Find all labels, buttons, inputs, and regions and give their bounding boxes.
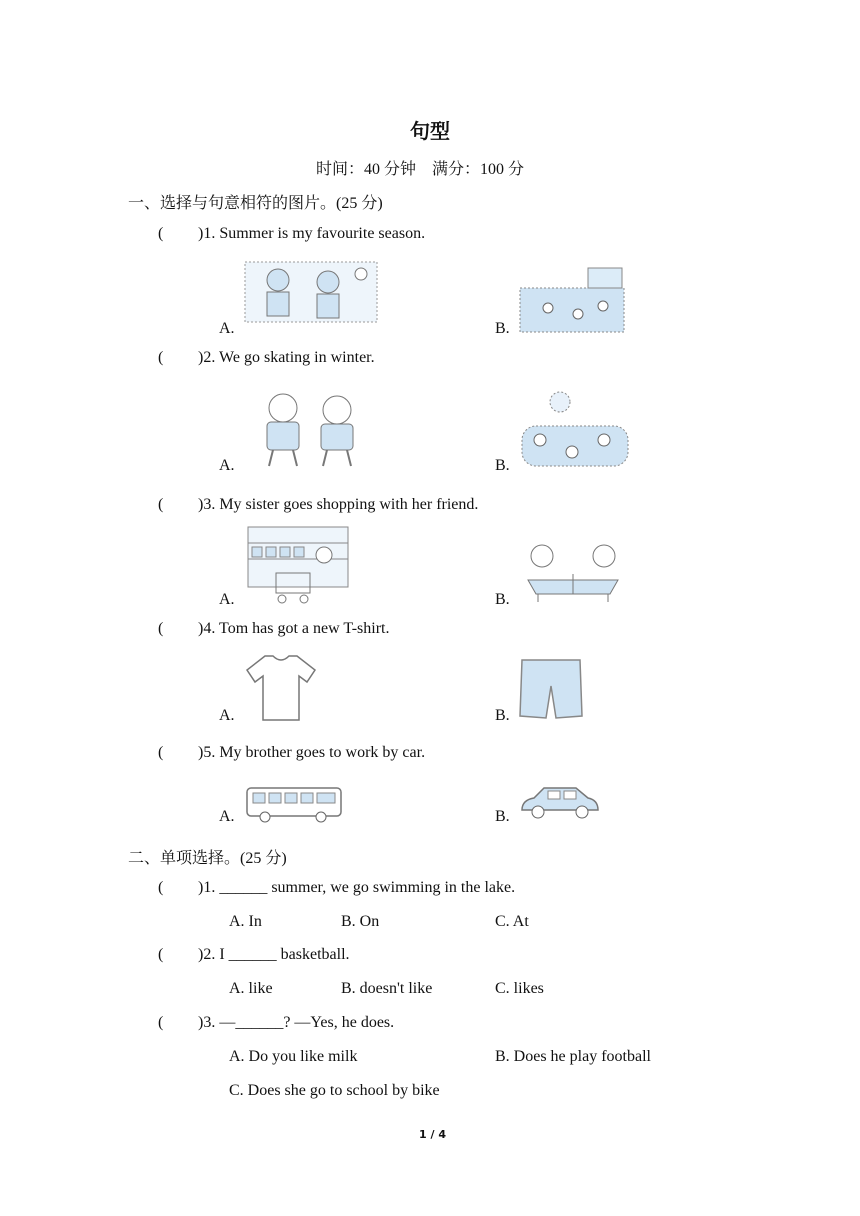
question-2-2 (158, 946, 350, 964)
answer-blank[interactable]: ( (158, 946, 164, 963)
option-b[interactable]: B. doesn't like (341, 980, 433, 997)
supermarket-picture (246, 525, 350, 605)
option-a[interactable]: A. In (229, 913, 262, 930)
answer-blank[interactable]: ( (158, 879, 164, 896)
bus-picture (245, 784, 343, 824)
answer-blank[interactable]: ( (158, 1014, 164, 1031)
question-1-1 (158, 225, 425, 243)
option-a[interactable]: A. Do you like milk (229, 1048, 358, 1065)
option-b-label: B. (495, 808, 510, 825)
question-text: )1. Summer is my favourite season. (198, 225, 426, 242)
car-picture (518, 782, 602, 822)
question-1-3 (158, 496, 478, 514)
option-a-label: A. (219, 707, 235, 724)
section-2-heading: 二、单项选择。(25 分) (128, 850, 287, 867)
answer-blank[interactable]: ( (158, 225, 164, 242)
option-c[interactable]: C. likes (495, 980, 544, 997)
question-1-5 (158, 744, 425, 762)
question-text: )5. My brother goes to work by car. (198, 744, 426, 761)
answer-blank[interactable]: ( (158, 744, 164, 761)
question-text: )3. My sister goes shopping with her friend. (198, 496, 479, 513)
option-a-label: A. (219, 591, 235, 608)
question-text: )4. Tom has got a new T-shirt. (198, 620, 390, 637)
option-a-label: A. (219, 457, 235, 474)
answer-blank[interactable]: ( (158, 349, 164, 366)
shorts-picture (516, 656, 586, 724)
question-1-4 (158, 620, 389, 638)
option-b[interactable]: B. On (341, 913, 380, 930)
question-text: )1. ______ summer, we go swimming in the lake. (198, 879, 516, 896)
question-2-1 (158, 879, 515, 897)
question-1-2 (158, 349, 375, 367)
question-text: )3. —______? —Yes, he does. (198, 1014, 395, 1031)
question-text: )2. I ______ basketball. (198, 946, 350, 963)
option-b-label: B. (495, 457, 510, 474)
option-b-label: B. (495, 320, 510, 337)
question-2-3 (158, 1014, 394, 1032)
kids-swimming-picture (520, 388, 630, 470)
option-a-label: A. (219, 320, 235, 337)
answer-blank[interactable]: ( (158, 496, 164, 513)
option-a-label: A. (219, 808, 235, 825)
answer-blank[interactable]: ( (158, 620, 164, 637)
option-b-label: B. (495, 707, 510, 724)
kids-skating-picture (245, 390, 377, 470)
kids-in-snow-picture (243, 252, 379, 330)
question-text: )2. We go skating in winter. (198, 349, 375, 366)
page-number: 1 / 4 (419, 1128, 446, 1141)
page-title: 句型 (410, 119, 450, 143)
t-shirt-picture (243, 652, 319, 724)
option-c[interactable]: C. At (495, 913, 529, 930)
section-1-heading: 一、选择与句意相符的图片。(25 分) (128, 195, 383, 212)
option-c[interactable]: C. Does she go to school by bike (229, 1082, 440, 1099)
exam-info: 时间：40 分钟 满分：100 分 (316, 161, 525, 178)
option-b-label: B. (495, 591, 510, 608)
swimming-pool-picture (518, 266, 626, 334)
option-a[interactable]: A. like (229, 980, 273, 997)
table-tennis-picture (518, 540, 628, 604)
option-b[interactable]: B. Does he play football (495, 1048, 651, 1065)
